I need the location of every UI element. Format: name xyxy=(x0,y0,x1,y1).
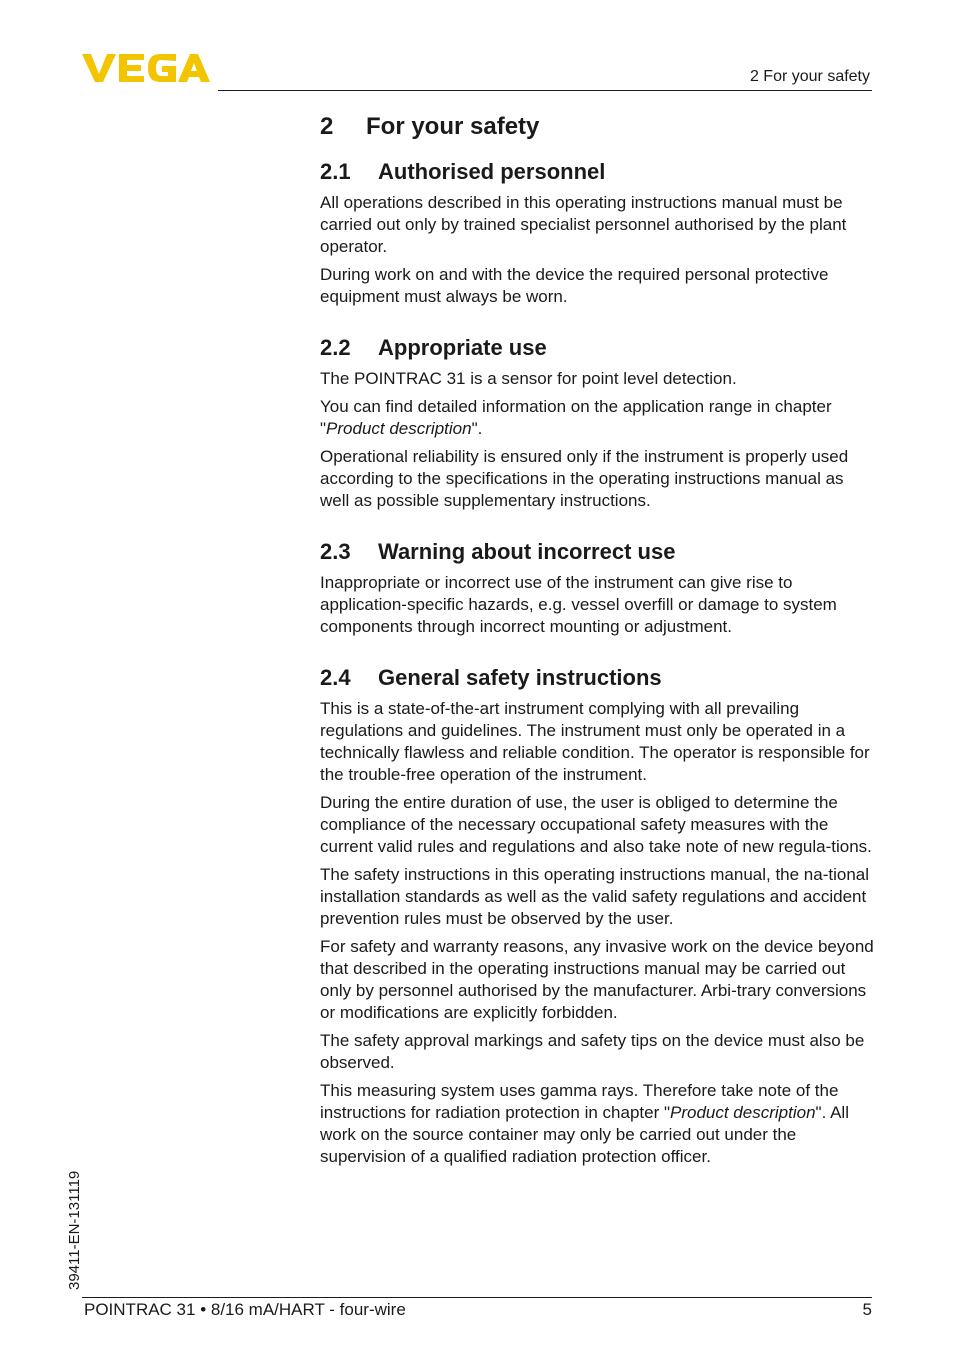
section-number: 2.1 xyxy=(320,159,351,184)
vega-logo-icon xyxy=(82,52,212,84)
paragraph: Operational reliability is ensured only if the instrument is properly used according to the specifications in the operating instructions manual as well as possible supplementary instructions. xyxy=(320,447,849,510)
header-divider xyxy=(218,90,872,91)
section-appropriate-use xyxy=(320,334,876,512)
section-number: 2.2 xyxy=(320,335,351,360)
page-number: 5 xyxy=(862,1300,872,1319)
section-title: General safety instructions xyxy=(378,665,662,690)
vega-logo xyxy=(82,52,212,89)
text-run: ". All work on the source container may only be carried out under the supervision of a qualified radiation protection officer. xyxy=(320,1103,849,1166)
paragraph: During the entire duration of use, the user is obliged to determine the compliance of the necessary occupational safety measures with the current valid rules and regulations and also take note of new regula-tions. xyxy=(320,793,872,856)
section-heading xyxy=(320,158,876,186)
chapter-reference: Product description xyxy=(326,419,472,438)
section-number: 2.4 xyxy=(320,665,351,690)
chapter-reference: Product description xyxy=(670,1103,816,1122)
section-title: Authorised personnel xyxy=(378,159,606,184)
paragraph: This is a state-of-the-art instrument complying with all prevailing regulations and guidelines. The instrument must only be operated in a technically flawless and reliable condition. The operator is responsible for the trouble-free operation of the instrument. xyxy=(320,699,870,784)
document-code: 39411-EN-131119 xyxy=(66,1170,83,1290)
chapter-heading xyxy=(320,112,876,142)
chapter-number: 2 xyxy=(320,113,334,140)
paragraph: For safety and warranty reasons, any invasive work on the device beyond that described in the operating instructions manual may be carried out only by personnel authorised by the manufacturer. Arbi-trary conversions or modifications are explicitly forbidden. xyxy=(320,937,874,1022)
chapter-title: For your safety xyxy=(366,113,540,140)
section-general-safety-instructions xyxy=(320,664,876,1168)
paragraph: All operations described in this operating instructions manual must be carried out only by trained specialist personnel authorised by the plant operator. xyxy=(320,193,847,256)
paragraph-with-reference xyxy=(320,396,876,440)
footer-product: POINTRAC 31 • 8/16 mA/HART - four-wire xyxy=(84,1300,406,1319)
paragraph: Inappropriate or incorrect use of the instrument can give rise to application-specific hazards, e.g. vessel overfill or damage to system components through incorrect mounting or adjustment. xyxy=(320,573,837,636)
section-warning-incorrect-use xyxy=(320,538,876,638)
running-header-title: 2 For your safety xyxy=(749,68,870,85)
paragraph: The POINTRAC 31 is a sensor for point level detection. xyxy=(320,369,737,388)
page-content xyxy=(320,112,876,1174)
paragraph: During work on and with the device the required personal protective equipment must always be worn. xyxy=(320,265,829,306)
section-title: Appropriate use xyxy=(378,335,547,360)
section-heading xyxy=(320,538,876,566)
text-run: You can find detailed information on the application range in chapter " xyxy=(320,397,832,438)
paragraph: The safety instructions in this operating instructions manual, the na-tional installation standards as well as the valid safety regulations and accident prevention rules must be observed by the user. xyxy=(320,865,870,928)
paragraph: The safety approval markings and safety tips on the device must also be observed. xyxy=(320,1031,865,1072)
section-heading xyxy=(320,664,876,692)
text-run: ". xyxy=(471,419,483,438)
section-authorised-personnel xyxy=(320,158,876,308)
section-title: Warning about incorrect use xyxy=(378,539,676,564)
paragraph-with-reference xyxy=(320,1080,876,1168)
footer-divider xyxy=(82,1297,872,1298)
text-run: This measuring system uses gamma rays. Therefore take note of the instructions for radiation protection in chapter " xyxy=(320,1081,839,1122)
section-number: 2.3 xyxy=(320,539,351,564)
section-heading xyxy=(320,334,876,362)
